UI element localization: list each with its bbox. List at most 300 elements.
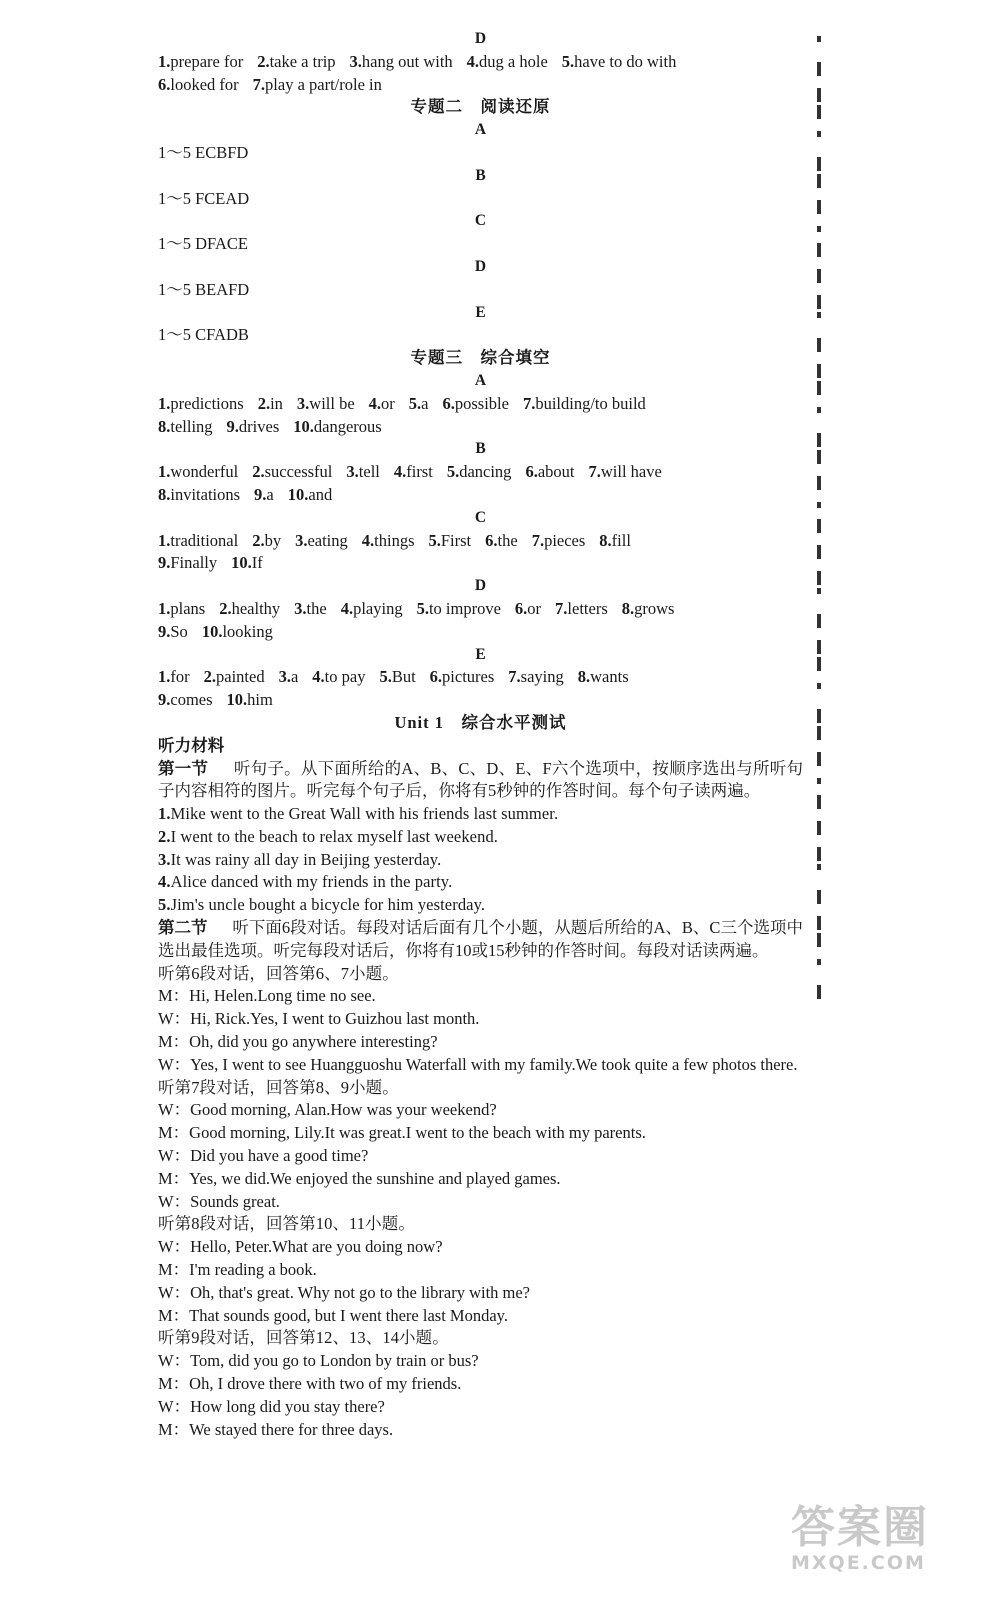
item-text: fill: [611, 530, 631, 550]
utterance: That sounds good, but I went there last Monday.: [189, 1305, 508, 1325]
speaker: W：: [158, 1009, 191, 1029]
answer-item: [622, 598, 675, 621]
answer-item: [394, 461, 433, 484]
edge-mark: [817, 916, 821, 930]
speaker: W：: [158, 1146, 191, 1166]
item-number: 3.: [278, 667, 291, 687]
site-watermark: [791, 1504, 981, 1582]
section2-instruction: [158, 917, 803, 963]
edge-mark: [817, 752, 821, 766]
sentence-text: Mike went to the Great Wall with his friends last summer.: [170, 804, 559, 824]
answer-item: [258, 393, 283, 416]
speaker: W：: [158, 1282, 191, 1302]
utterance: Good morning, Alan.How was your weekend?: [190, 1100, 497, 1120]
item-text: looked for: [170, 74, 239, 94]
item-number: 9.: [158, 553, 171, 573]
item-text: to pay: [324, 667, 366, 687]
group-heading: E: [475, 645, 486, 663]
answer-item: [350, 51, 453, 74]
edge-mark: [817, 545, 821, 559]
answer-item: [158, 552, 217, 575]
answer-item: [555, 598, 608, 621]
item-number: 1.: [158, 393, 171, 413]
answer-item: [532, 530, 586, 553]
edge-mark: [817, 709, 821, 723]
item-number: 9.: [158, 621, 171, 641]
edge-mark: [817, 433, 821, 447]
edge-mark: [817, 571, 821, 585]
item-text: dangerous: [313, 416, 382, 436]
item-text: will have: [600, 462, 662, 482]
answer-line: [158, 552, 803, 575]
item-number: 2.: [257, 393, 271, 413]
group-heading: A: [474, 371, 487, 389]
answer-item: [295, 530, 348, 553]
item-number: 7.: [508, 667, 521, 687]
item-number: 6.: [429, 667, 443, 687]
item-number: 10.: [293, 416, 314, 436]
item-text: take a trip: [269, 51, 336, 71]
edge-mark: [817, 726, 821, 740]
dialogue-line: [158, 1008, 803, 1031]
dialogue-line: [158, 1259, 803, 1282]
item-number: 3.: [295, 530, 308, 550]
dialogue-line: [158, 1122, 803, 1145]
utterance: Hi, Rick.Yes, I went to Guizhou last month.: [190, 1009, 480, 1029]
answer-item: [297, 393, 355, 416]
edge-mark: [817, 174, 821, 188]
item-number: 1.: [158, 51, 171, 71]
answer-item: [429, 530, 472, 553]
answer-item: [252, 530, 281, 553]
answer-item: [158, 51, 243, 74]
item-number: 7.: [555, 598, 568, 618]
item-text: and: [308, 484, 333, 504]
item-text: pieces: [544, 530, 586, 550]
item-number: 6.: [158, 74, 171, 94]
edge-mark: [817, 959, 821, 965]
item-text: hang out with: [361, 51, 453, 71]
dialogue-intro: 听第8段对话，回答第10、11小题。: [158, 1214, 415, 1234]
answer-line: 1～5 FCEAD: [158, 188, 250, 208]
item-number: 5.: [408, 393, 422, 413]
item-text: or: [527, 598, 542, 618]
speaker: W：: [158, 1054, 191, 1074]
answer-item: [562, 51, 677, 74]
item-number: 8.: [158, 416, 171, 436]
item-text: predictions: [170, 393, 244, 413]
item-text: playing: [353, 598, 403, 618]
item-text: saying: [520, 667, 564, 687]
answer-item: [369, 393, 395, 416]
item-number: 3.: [294, 598, 307, 618]
section-label: 第一节: [158, 758, 209, 778]
item-number: 4.: [368, 393, 382, 413]
item-text: for: [170, 667, 190, 687]
edge-mark: [817, 450, 821, 464]
answer-item: [508, 666, 563, 689]
answer-line: [158, 74, 803, 97]
answer-line: 1～5 ECBFD: [158, 142, 249, 162]
answer-item: [485, 530, 518, 553]
item-text: invitations: [170, 484, 241, 504]
answer-item: [523, 393, 646, 416]
answer-item: [515, 598, 541, 621]
edge-mark: [817, 795, 821, 809]
item-number: 9.: [226, 416, 239, 436]
speaker: M：: [158, 1374, 190, 1394]
item-number: 7.: [522, 393, 536, 413]
answer-item: [588, 461, 661, 484]
dialogue-intro: 听第9段对话，回答第12、13、14小题。: [158, 1328, 449, 1348]
topic2-groups: [158, 119, 803, 347]
answer-line: [158, 393, 803, 416]
item-text: have to do with: [574, 51, 677, 71]
answer-line: [158, 484, 803, 507]
listening-sentence: [158, 803, 803, 826]
answer-line: 1～5 BEAFD: [158, 279, 250, 299]
speaker: W：: [158, 1191, 191, 1211]
answer-line: [158, 416, 803, 439]
item-number: 4.: [340, 598, 354, 618]
speaker: W：: [158, 1396, 191, 1416]
utterance: Oh, that's great. Why not go to the library with me?: [190, 1282, 531, 1302]
answer-item: [443, 393, 509, 416]
item-text: the: [497, 530, 518, 550]
item-text: Finally: [170, 553, 218, 573]
item-text: prepare for: [170, 51, 244, 71]
group-heading: C: [474, 508, 487, 526]
answer-item: [219, 598, 280, 621]
answer-item: [525, 461, 574, 484]
main-column: [158, 28, 803, 1441]
item-text: a: [290, 667, 299, 687]
speaker: M：: [158, 1032, 190, 1052]
item-number: 3.: [346, 462, 359, 482]
sentence-number: 1.: [158, 804, 171, 824]
utterance: Hi, Helen.Long time no see.: [189, 986, 376, 1006]
edge-mark: [817, 312, 821, 318]
item-text: healthy: [231, 598, 281, 618]
utterance: Did you have a good time?: [190, 1146, 369, 1166]
answer-item: [158, 598, 205, 621]
answer-item: [158, 416, 213, 439]
answer-item: [430, 666, 495, 689]
answer-item: [252, 461, 332, 484]
speaker: W：: [158, 1100, 191, 1120]
item-number: 1.: [158, 530, 171, 550]
item-text: But: [391, 667, 416, 687]
edge-mark: [817, 226, 821, 232]
item-text: First: [440, 530, 472, 550]
listening-sentence: [158, 849, 803, 872]
item-text: possible: [454, 393, 509, 413]
sentence-number: 5.: [158, 895, 171, 915]
answer-item: [279, 666, 299, 689]
answer-item: [158, 74, 239, 97]
listening-sentence: [158, 826, 803, 849]
dialogue-intro: 听第7段对话，回答第8、9小题。: [158, 1077, 399, 1097]
item-number: 6.: [485, 530, 498, 550]
item-number: 2.: [203, 667, 216, 687]
answer-item: [599, 530, 631, 553]
item-text: dug a hole: [479, 51, 548, 71]
utterance: Hello, Peter.What are you doing now?: [190, 1237, 443, 1257]
dialogue-line: [158, 1305, 803, 1328]
edge-mark: [817, 985, 821, 999]
item-text: letters: [567, 598, 608, 618]
edge-mark: [817, 269, 821, 283]
edge-mark: [817, 295, 821, 309]
item-number: 1.: [158, 667, 171, 687]
utterance: Yes, I went to see Huangguoshu Waterfall with my family.We took quite a few photos there.: [190, 1054, 798, 1074]
utterance: I'm reading a book.: [189, 1260, 317, 1280]
utterance: We stayed there for three days.: [189, 1419, 394, 1439]
speaker: M：: [158, 1168, 190, 1188]
listening-label: 听力材料: [158, 735, 225, 755]
group-heading: E: [475, 303, 486, 321]
answer-item: [578, 666, 629, 689]
item-number: 7.: [531, 530, 545, 550]
answer-item: [204, 666, 265, 689]
dialogue-line: [158, 985, 803, 1008]
answer-item: [158, 484, 240, 507]
section1-sentences: [158, 803, 803, 917]
answer-item: [158, 666, 190, 689]
watermark-logo: 答案圈: [791, 1502, 929, 1553]
speaker: W：: [158, 1351, 191, 1371]
listening-sentence: [158, 871, 803, 894]
item-text: wonderful: [170, 462, 239, 482]
item-number: 8.: [599, 530, 612, 550]
instruction-text: 听句子。从下面所给的A、B、C、D、E、F六个选项中，按顺序选出与所听句子内容相符的图片。听完每个句子后，你将有5秒钟的作答时间。每个句子读两遍。: [158, 758, 804, 801]
item-text: tell: [358, 462, 380, 482]
item-text: wants: [590, 667, 629, 687]
item-number: 10.: [287, 484, 309, 504]
item-number: 1.: [158, 462, 171, 482]
edge-mark: [817, 338, 821, 352]
answer-item: [202, 621, 273, 644]
item-text: will be: [309, 393, 355, 413]
answer-item: [467, 51, 548, 74]
item-number: 6.: [442, 393, 455, 413]
speaker: M：: [158, 986, 190, 1006]
item-text: eating: [307, 530, 348, 550]
item-number: 4.: [361, 530, 375, 550]
item-number: 7.: [252, 74, 266, 94]
section-label: 第二节: [158, 918, 208, 938]
item-number: 1.: [158, 598, 171, 618]
answer-item: [158, 530, 238, 553]
section-heading-d: D: [474, 30, 487, 47]
answer-line: 1～5 CFADB: [158, 325, 249, 345]
utterance: Oh, I drove there with two of my friends.: [189, 1374, 462, 1394]
group-heading: C: [474, 212, 487, 230]
item-number: 5.: [428, 530, 441, 550]
edge-mark: [817, 407, 821, 413]
sentence-text: It was rainy all day in Beijing yesterday.: [170, 849, 442, 869]
group-heading: D: [474, 577, 487, 595]
item-text: to improve: [428, 598, 501, 618]
item-number: 4.: [393, 462, 407, 482]
answer-item: [294, 598, 327, 621]
edge-mark: [817, 821, 821, 835]
dialogue-line: [158, 1099, 803, 1122]
item-text: grows: [634, 598, 675, 618]
dialogue-line: [158, 1145, 803, 1168]
answer-item: [409, 393, 429, 416]
answer-item: [288, 484, 332, 507]
answer-item: [227, 416, 280, 439]
item-text: him: [247, 690, 273, 710]
edge-mark: [817, 640, 821, 654]
item-text: a: [421, 393, 429, 413]
item-text: dancing: [459, 462, 512, 482]
item-number: 5.: [446, 462, 460, 482]
topic-title: 专题二 阅读还原: [410, 97, 551, 117]
answer-item: [231, 552, 263, 575]
dialogue-intro: 听第6段对话，回答第6、7小题。: [158, 963, 399, 983]
item-text: things: [374, 530, 415, 550]
edge-mark: [817, 364, 821, 378]
item-text: painted: [216, 667, 265, 687]
sentence-text: I went to the beach to relax myself last weekend.: [170, 826, 499, 846]
edge-mark: [817, 847, 821, 861]
answer-line: [158, 530, 803, 553]
item-text: about: [537, 462, 575, 482]
item-text: building/to build: [535, 393, 646, 413]
item-number: 8.: [577, 667, 591, 687]
section1-instruction: [158, 758, 803, 804]
group-heading: A: [474, 121, 487, 139]
dialogue-line: [158, 1419, 803, 1442]
utterance: Tom, did you go to London by train or bus?: [190, 1351, 479, 1371]
utterance: Sounds great.: [190, 1191, 280, 1211]
group-heading: B: [475, 440, 486, 458]
answer-item: [227, 689, 273, 712]
item-text: in: [270, 393, 283, 413]
sentence-number: 4.: [158, 872, 171, 892]
item-text: by: [264, 530, 282, 550]
utterance: Yes, we did.We enjoyed the sunshine and played games.: [189, 1168, 561, 1188]
item-number: 10.: [226, 690, 248, 710]
answer-item: [254, 484, 274, 507]
item-number: 5.: [416, 598, 429, 618]
item-number: 3.: [296, 393, 310, 413]
sentence-text: Jim's uncle bought a bicycle for him yesterday.: [170, 895, 486, 915]
answer-line: [158, 598, 803, 621]
edge-mark: [817, 588, 821, 594]
item-number: 9.: [158, 690, 171, 710]
dialogue-line: [158, 1373, 803, 1396]
item-number: 9.: [254, 484, 267, 504]
group-heading: D: [474, 257, 487, 275]
item-number: 10.: [231, 553, 252, 573]
unit-title: Unit 1 综合水平测试: [394, 712, 567, 732]
item-number: 8.: [158, 484, 171, 504]
utterance: How long did you stay there?: [190, 1396, 385, 1416]
edge-mark: [817, 778, 821, 784]
watermark-url: MXQE.COM: [791, 1552, 926, 1574]
instruction-text: 听下面6段对话。每段对话后面有几个小题，从题后所给的A、B、C三个选项中选出最佳选项。听完每段对话后，你将有10或15秒钟的作答时间。每段对话读两遍。: [158, 918, 804, 960]
item-number: 3.: [349, 51, 362, 71]
answer-line: [158, 689, 803, 712]
item-number: 5.: [379, 667, 392, 687]
dialogue-line: [158, 1191, 803, 1214]
answer-item: [253, 74, 382, 97]
item-text: pictures: [442, 667, 495, 687]
sentence-text: Alice danced with my friends in the party.: [170, 872, 453, 892]
edge-mark: [817, 657, 821, 671]
speaker: M：: [158, 1260, 190, 1280]
speaker: M：: [158, 1305, 190, 1325]
item-text: play a part/role in: [265, 74, 382, 94]
answer-item: [158, 621, 188, 644]
item-text: the: [306, 598, 327, 618]
item-text: So: [170, 621, 188, 641]
answer-line: [158, 51, 803, 74]
edge-mark: [817, 933, 821, 947]
answer-line: 1～5 DFACE: [158, 234, 248, 254]
sentence-number: 3.: [158, 849, 171, 869]
dialogue-line: [158, 1031, 803, 1054]
item-number: 8.: [621, 598, 635, 618]
edge-mark: [817, 200, 821, 214]
edge-mark: [817, 502, 821, 508]
topic3-groups: [158, 370, 803, 712]
item-number: 2.: [252, 530, 265, 550]
item-number: 6.: [525, 462, 538, 482]
speaker: M：: [158, 1419, 190, 1439]
dialogue-line: [158, 1350, 803, 1373]
edge-mark: [817, 614, 821, 628]
dialogue-line: [158, 1054, 803, 1077]
page-edge-marks: [809, 28, 829, 1578]
edge-mark: [817, 381, 821, 395]
item-text: first: [406, 462, 433, 482]
answer-item: [158, 393, 244, 416]
answer-item: [417, 598, 501, 621]
answer-item: [312, 666, 365, 689]
answer-item: [447, 461, 512, 484]
item-text: or: [381, 393, 395, 413]
item-number: 2.: [252, 462, 265, 482]
answer-item: [158, 689, 213, 712]
item-number: 6.: [514, 598, 528, 618]
answer-item: [379, 666, 415, 689]
item-text: plans: [170, 598, 206, 618]
dialogue-line: [158, 1282, 803, 1305]
edge-mark: [817, 476, 821, 490]
edge-mark: [817, 131, 821, 137]
item-text: drives: [238, 416, 280, 436]
speaker: W：: [158, 1237, 191, 1257]
dialogue-line: [158, 1396, 803, 1419]
speaker: M：: [158, 1123, 190, 1143]
edge-mark: [817, 683, 821, 689]
edge-mark: [817, 105, 821, 119]
sentence-number: 2.: [158, 826, 171, 846]
item-number: 10.: [201, 621, 223, 641]
edge-mark: [817, 243, 821, 257]
group-heading: B: [475, 166, 486, 184]
answer-line: [158, 461, 803, 484]
answer-item: [293, 416, 381, 439]
edge-mark: [817, 157, 821, 171]
answer-line: [158, 666, 803, 689]
item-text: telling: [170, 416, 213, 436]
answer-item: [341, 598, 403, 621]
